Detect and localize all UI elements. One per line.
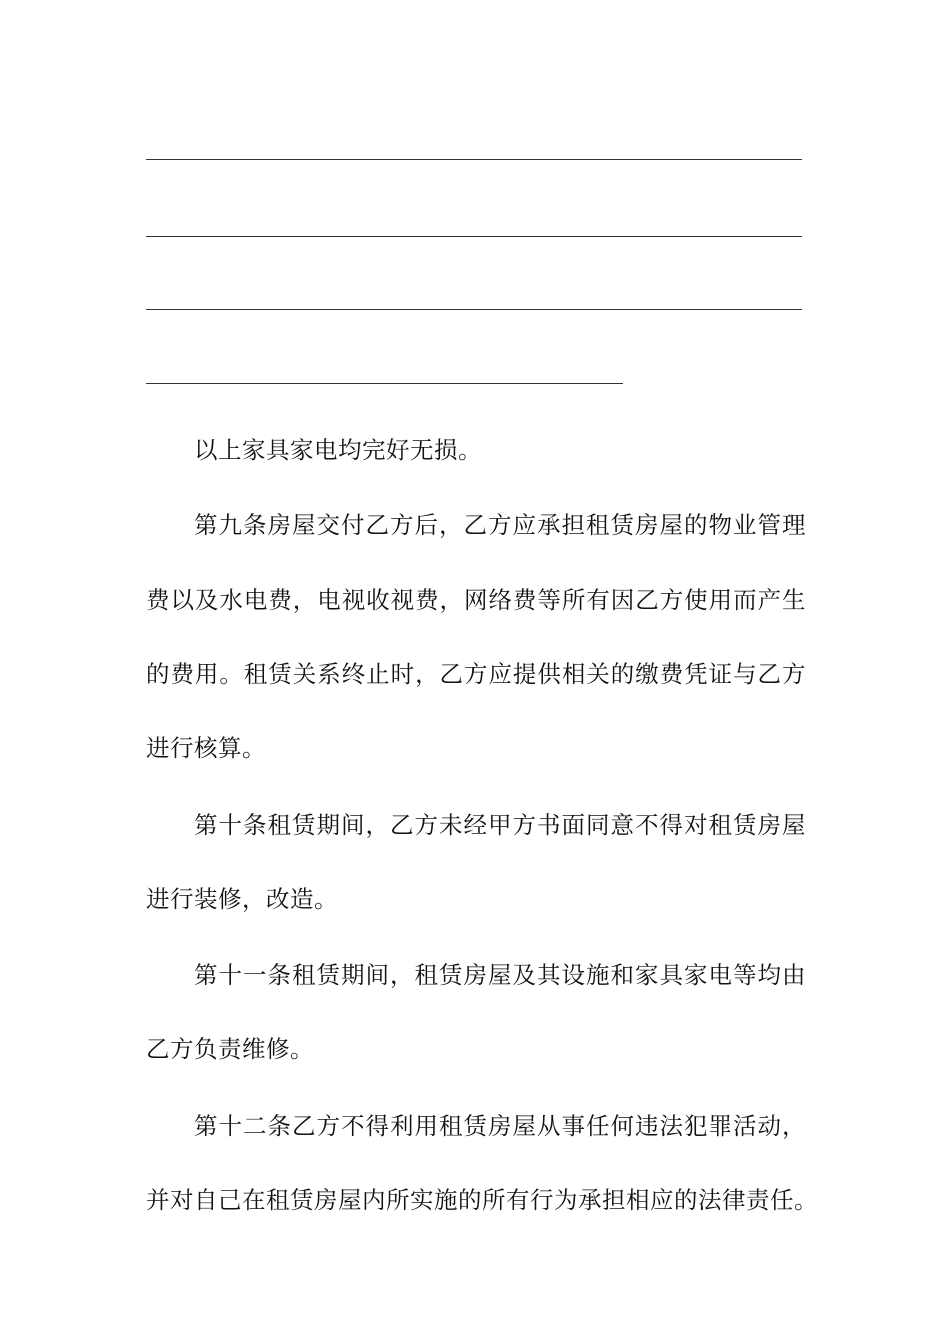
article-11-line-2: 乙方负责维修。 — [146, 1035, 314, 1063]
article-12-line-1: 第十二条乙方不得利用租赁房屋从事任何违法犯罪活动， — [194, 1112, 806, 1140]
paragraph-furniture-condition: 以上家具家电均完好无损。 — [194, 436, 482, 464]
article-11-line-1: 第十一条租赁期间，租赁房屋及其设施和家具家电等均由 — [194, 961, 806, 989]
article-9-line-3: 的费用。租赁关系终止时，乙方应提供相关的缴费凭证与乙方 — [146, 660, 806, 688]
article-10-line-1: 第十条租赁期间，乙方未经甲方书面同意不得对租赁房屋 — [194, 811, 806, 839]
blank-fill-line — [146, 159, 802, 160]
article-9-line-2: 费以及水电费，电视收视费，网络费等所有因乙方使用而产生 — [146, 586, 806, 614]
article-9-line-4: 进行核算。 — [146, 734, 266, 762]
article-12-line-2: 并对自己在租赁房屋内所实施的所有行为承担相应的法律责任。 — [146, 1186, 818, 1214]
article-10-line-2: 进行装修，改造。 — [146, 885, 338, 913]
article-9-line-1: 第九条房屋交付乙方后，乙方应承担租赁房屋的物业管理 — [194, 511, 806, 539]
blank-fill-line — [146, 309, 802, 310]
blank-fill-line — [146, 236, 802, 237]
blank-fill-line — [146, 383, 623, 384]
